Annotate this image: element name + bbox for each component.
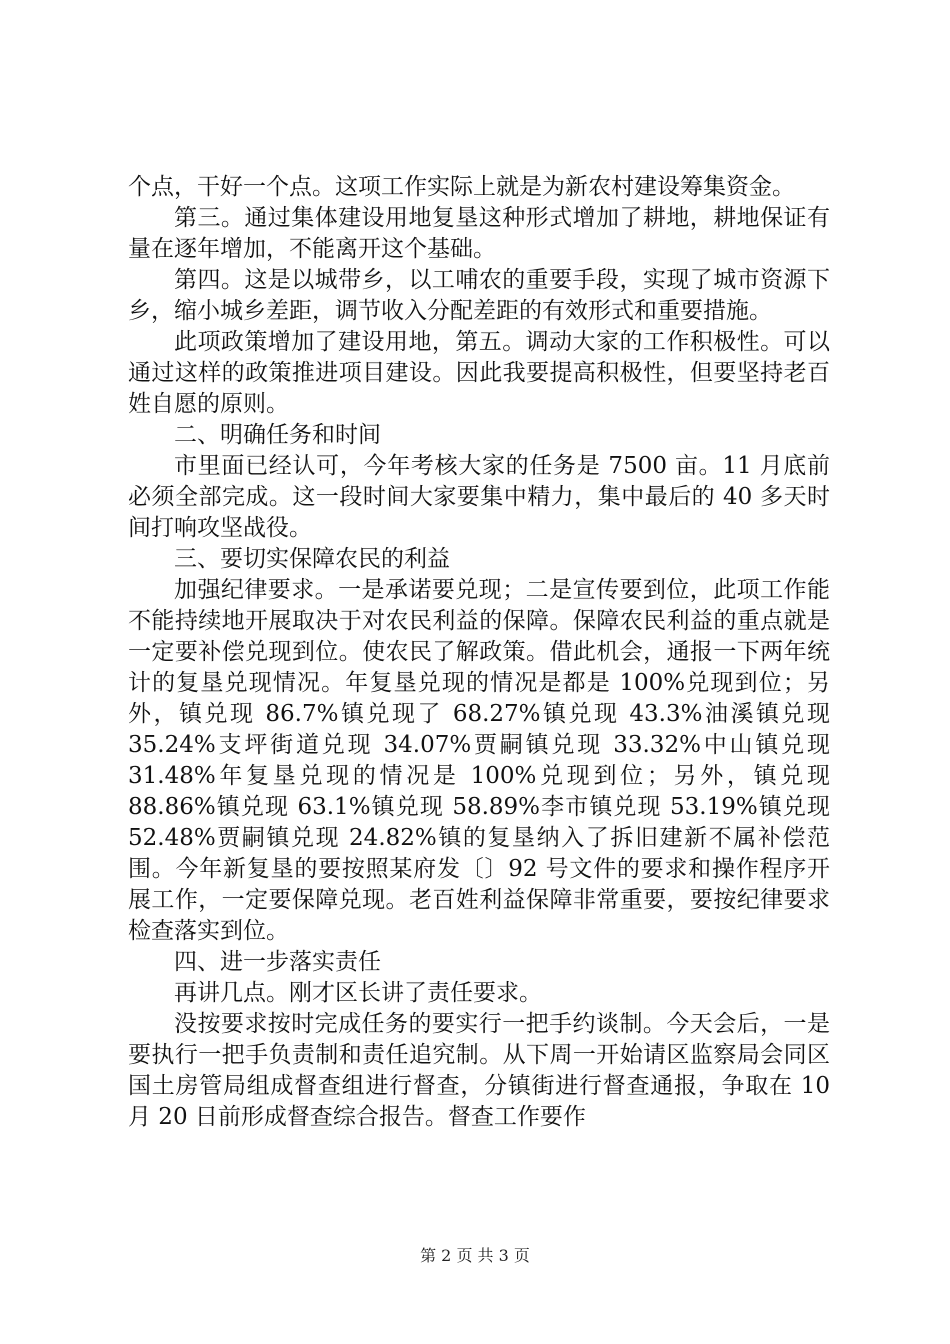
paragraph-few-points: 再讲几点。刚才区长讲了责任要求。 [174,980,542,1006]
page-number-footer: 第 2 页 共 3 页 [420,1246,530,1265]
paragraph-point-four: 第四。这是以城带乡，以工哺农的重要手段，实现了城市资源下乡，缩小城乡差距，调节收入分配差距的有效形式和重要措施。 [128,267,830,324]
section-heading-two: 二、明确任务和时间 [174,422,381,448]
paragraph-point-five: 此项政策增加了建设用地，第五。调动大家的工作积极性。可以通过这样的政策推进项目建设。因此我要提高积极性，但要坚持老百姓自愿的原则。 [128,329,830,417]
paragraph-point-three: 第三。通过集体建设用地复垦这种形式增加了耕地，耕地保证有量在逐年增加，不能离开这个基础。 [128,205,830,262]
section-heading-four: 四、进一步落实责任 [174,949,381,975]
paragraph-responsibility: 没按要求按时完成任务的要实行一把手约谈制。今天会后，一是要执行一把手负责制和责任追究制。从下周一开始请区监察局会同区国土房管局组成督查组进行督查，分镇街进行督查通报，争取在 10 月 20 日前形成督查综合报告。督查工作要作 [128,1011,830,1130]
document-body [128,172,830,1133]
section-heading-three: 三、要切实保障农民的利益 [174,546,450,572]
paragraph-farmer-interests: 加强纪律要求。一是承诺要兑现；二是宣传要到位，此项工作能不能持续地开展取决于对农民利益的保障。保障农民利益的重点就是一定要补偿兑现到位。使农民了解政策。借此机会，通报一下两年统计的复垦兑现情况。年复垦兑现的情况是都是 100%兑现到位；另外，镇兑现 86.7%镇兑现了 68.27%镇兑现 43.3%油溪镇兑现 35.24%支坪街道兑现 34.07%贾嗣镇兑现 33.32%中山镇兑现 31.48%年复垦兑现的情况是 100%兑现到位；另外，镇兑现 88.86%镇兑现 63.1%镇兑现 58.89%李市镇兑现 53.19%镇兑现 52.48%贾嗣镇兑现 24.82%镇的复垦纳入了拆旧建新不属补偿范围。今年新复垦的要按照某府发〔〕92 号文件的要求和操作程序开展工作，一定要保障兑现。老百姓利益保障非常重要，要按纪律要求检查落实到位。 [128,577,830,944]
paragraph-task-time: 市里面已经认可，今年考核大家的任务是 7500 亩。11 月底前必须全部完成。这一段时间大家要集中精力，集中最后的 40 多天时间打响攻坚战役。 [128,453,830,541]
paragraph-continuation: 个点，干好一个点。这项工作实际上就是为新农村建设筹集资金。 [128,174,795,200]
